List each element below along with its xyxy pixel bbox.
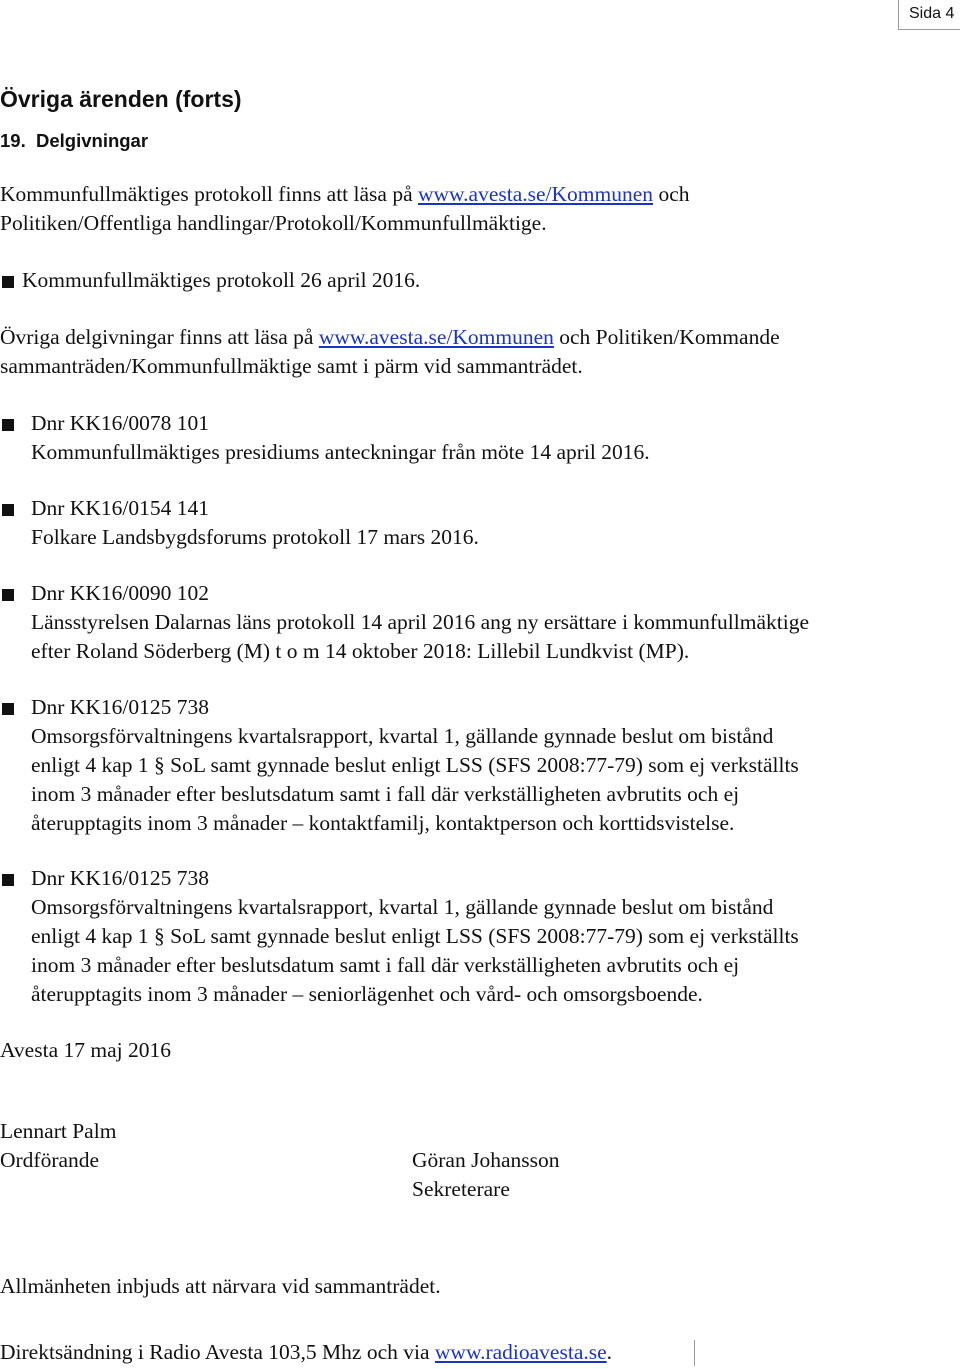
chair-role: Ordförande (0, 1148, 100, 1172)
section-number: 19. (0, 130, 26, 151)
broadcast-text-after: . (606, 1340, 613, 1364)
public-notice: Allmänheten inbjuds att närvara vid sammanträdet. (0, 1274, 441, 1298)
item-line: Folkare Landsbygdsforums protokoll 17 mars 2016. (31, 525, 479, 549)
chair-name: Lennart Palm (0, 1119, 117, 1143)
section-heading (0, 130, 148, 152)
intro-line2: Politiken/Offentliga handlingar/Protokoll/Kommunfullmäktige. (0, 211, 547, 235)
secretary-signature (412, 1146, 560, 1204)
item-line: återupptagits inom 3 månader – seniorlägenhet och vård- och omsorgsboende. (31, 982, 703, 1006)
item-dnr: Dnr KK16/0154 141 (31, 496, 209, 520)
other-line2: sammanträden/Kommunfullmäktige samt i pärm vid sammanträdet. (0, 354, 583, 378)
item-line: enligt 4 kap 1 § SoL samt gynnade beslut enligt LSS (SFS 2008:77-79) som ej verkställts (31, 753, 799, 777)
page-number-label: Sida 4 (898, 0, 960, 30)
item-line: efter Roland Söderberg (M) t o m 14 oktober 2018: Lillebil Lundkvist (MP). (31, 639, 690, 663)
text-cursor (694, 1340, 695, 1366)
chair-signature (0, 1117, 116, 1175)
secretary-name: Göran Johansson (412, 1148, 560, 1172)
radioavesta-link[interactable]: www.radioavesta.se (434, 1340, 607, 1364)
bullet-icon (2, 504, 14, 516)
item-line: inom 3 månader efter beslutsdatum samt i fall där verkställigheten avbrutits och ej (31, 953, 740, 977)
place-date: Avesta 17 maj 2016 (0, 1038, 171, 1062)
other-text: Övriga delgivningar finns att läsa på (0, 325, 319, 349)
secretary-role: Sekreterare (412, 1177, 510, 1201)
intro-text-after: och (653, 182, 690, 206)
other-paragraph (0, 323, 955, 381)
item-line: inom 3 månader efter beslutsdatum samt i fall där verkställigheten avbrutits och ej (31, 782, 740, 806)
item-line: enligt 4 kap 1 § SoL samt gynnade beslut enligt LSS (SFS 2008:77-79) som ej verkställts (31, 924, 799, 948)
avesta-link[interactable]: www.avesta.se/Kommunen (418, 182, 654, 206)
item-line: Kommunfullmäktiges presidiums anteckningar från möte 14 april 2016. (31, 440, 650, 464)
broadcast-notice (0, 1338, 955, 1367)
kf-protocol-text: Kommunfullmäktiges protokoll 26 april 2016. (22, 268, 421, 292)
broadcast-text: Direktsändning i Radio Avesta 103,5 Mhz och via (0, 1340, 435, 1364)
page-heading: Övriga ärenden (forts) (0, 86, 242, 112)
item-dnr: Dnr KK16/0125 738 (31, 695, 209, 719)
avesta-link-2[interactable]: www.avesta.se/Kommunen (318, 325, 554, 349)
item-dnr: Dnr KK16/0090 102 (31, 581, 209, 605)
item-dnr: Dnr KK16/0125 738 (31, 866, 209, 890)
item-line: Länsstyrelsen Dalarnas läns protokoll 14 april 2016 ang ny ersättare i kommunfullmäktige (31, 610, 809, 634)
section-title: Delgivningar (36, 130, 149, 151)
bullet-icon (2, 874, 14, 886)
bullet-icon (2, 419, 14, 431)
bullet-icon (2, 589, 14, 601)
intro-text: Kommunfullmäktiges protokoll finns att läsa på (0, 182, 418, 206)
item-line: Omsorgsförvaltningens kvartalsrapport, kvartal 1, gällande gynnade beslut om bistånd (31, 895, 774, 919)
item-line: Omsorgsförvaltningens kvartalsrapport, kvartal 1, gällande gynnade beslut om bistånd (31, 724, 774, 748)
intro-paragraph (0, 180, 955, 238)
other-text-after: och Politiken/Kommande (553, 325, 780, 349)
bullet-icon (2, 703, 14, 715)
item-dnr: Dnr KK16/0078 101 (31, 411, 209, 435)
item-line: återupptagits inom 3 månader – kontaktfamilj, kontaktperson och korttidsvistelse. (31, 811, 735, 835)
bullet-icon (2, 276, 14, 288)
